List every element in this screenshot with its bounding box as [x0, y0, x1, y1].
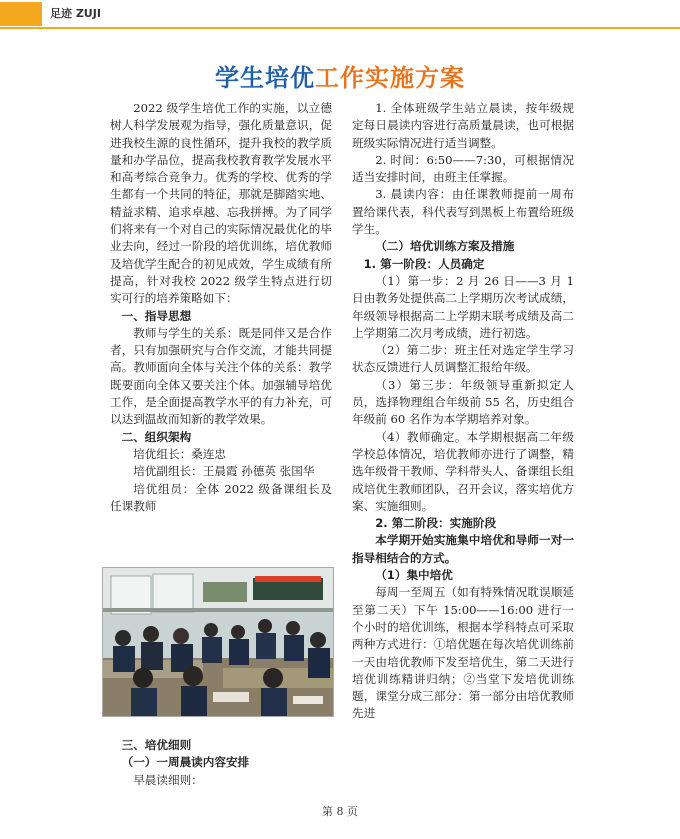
header-divider	[0, 27, 680, 29]
header-accent-tab	[0, 2, 42, 26]
article-title	[0, 58, 680, 93]
magazine-name: 足迹 ZUJI	[50, 7, 101, 20]
left-column-bottom	[110, 737, 332, 789]
left-column	[110, 100, 332, 515]
org-deputy: 培优副组长：王晨霞 孙德英 张国华	[133, 464, 315, 479]
intro-paragraph: 2022 级学生培优工作的实施，以立德树人科学发展观为指导，强化质量意识，促进我校生源的良性循环，提升我校的教学质量和办学品位，提高我校教育教学发展水平和高考综合竞争力。优秀的学校、优秀的学生都有一个共同的特征，那就是脚踏实地、精益求精、追求卓越、忘我拼搏。为了同学们将来有一个对自己的实际情况最优化的毕业去向，经过一阶段的培优训练，培优教师及培优学生配合的初见成效，学生成绩有所提高，针对我校 2022 级学生特点进行切实可行的培养策略如下：	[110, 101, 332, 306]
org-leader: 培优组长：桑连忠	[133, 446, 226, 461]
subsection-heading-morning-reading: （一）一周晨读内容安排	[121, 755, 250, 770]
centralized-training-paragraph: 每周一至周五（如有特殊情况耽误顺延至第二天）下午 15:00——16:00 进行一个小时的培优训练，根据本学科特点可采取两种方式进行：①培优题在每次培优训练前一天由培优教师下发至培优生，第二天进行培优训练精讲归纳；②当堂下发培优训练题，课堂分成三部分：第一部分由培优教师先进	[352, 585, 574, 721]
stage-one-heading: 1. 第一阶段：人员确定	[363, 256, 485, 271]
right-column	[352, 100, 574, 723]
reading-rule-1: 1. 全体班级学生站立晨读，按年级规定每日晨读内容进行高质量晨读，也可根据班级实际情况进行适当调整。	[352, 101, 574, 150]
page-number: 第 8 页	[322, 805, 358, 818]
section-heading-guiding: 一、指导思想	[121, 308, 192, 323]
title-part-blue: 学生培优	[215, 64, 315, 92]
morning-reading-rules-label: 早晨读细则：	[133, 772, 203, 787]
section-heading-details: 三、培优细则	[121, 738, 192, 752]
reading-rule-3: 3. 晨读内容：由任课教师提前一周布置给课代表，科代表写到黑板上布置给班级学生。	[352, 187, 574, 237]
stage-two-heading: 2. 第二阶段：实施阶段	[375, 516, 497, 531]
classroom-photo-illustration	[103, 568, 334, 717]
stage-one-step-3: （3）第三步：年级领导重新拟定人员，选择物理组合年级前 55 名，历史组合年级前 60 名作为本学期培养对象。	[352, 377, 574, 427]
reading-rule-2: 2. 时间：6:50——7:30，可根据情况适当安排时间，由班主任掌握。	[352, 152, 574, 185]
centralized-training-heading: （1）集中培优	[375, 568, 453, 583]
classroom-photo	[102, 567, 334, 717]
section-heading-organization: 二、组织架构	[121, 429, 192, 444]
stage-one-step-1: （1）第一步：2 月 26 日——3 月 1 日由教务处提供高二上学期历次考试成绩，年级领导根据高二上学期末联考成绩及高二上学期第二次月考成绩，进行初选。	[352, 273, 574, 340]
title-part-orange: 工作实施方案	[315, 64, 465, 92]
stage-one-step-2: （2）第二步：班主任对选定学生学习状态反馈进行人员调整汇报给年级。	[352, 343, 574, 375]
header-bar	[0, 0, 680, 28]
guiding-paragraph: 教师与学生的关系：既是同伴又是合作者，只有加强研究与合作交流，才能共同提高。教师面向全体与关注个体的关系：教学既要面向全体又要关注个体。加强辅导培优工作，是全面提高教学水平的有力补充，可以达到温故而知新的教学效果。	[110, 325, 332, 427]
org-members: 培优组员：全体 2022 级备课组长及任课教师	[110, 481, 332, 513]
subsection-heading-training: （二）培优训练方案及措施	[375, 239, 515, 254]
stage-two-summary: 本学期开始实施集中培优和导师一对一指导相结合的方式。	[352, 533, 574, 565]
stage-one-step-4: （4）教师确定。本学期根据高二年级学校总体情况，培优教师亦进行了调整，精选年级骨干教师、学科带头人、备课组长组成培优生教师团队，召开会议，落实培优方案、实施细则。	[352, 429, 574, 513]
